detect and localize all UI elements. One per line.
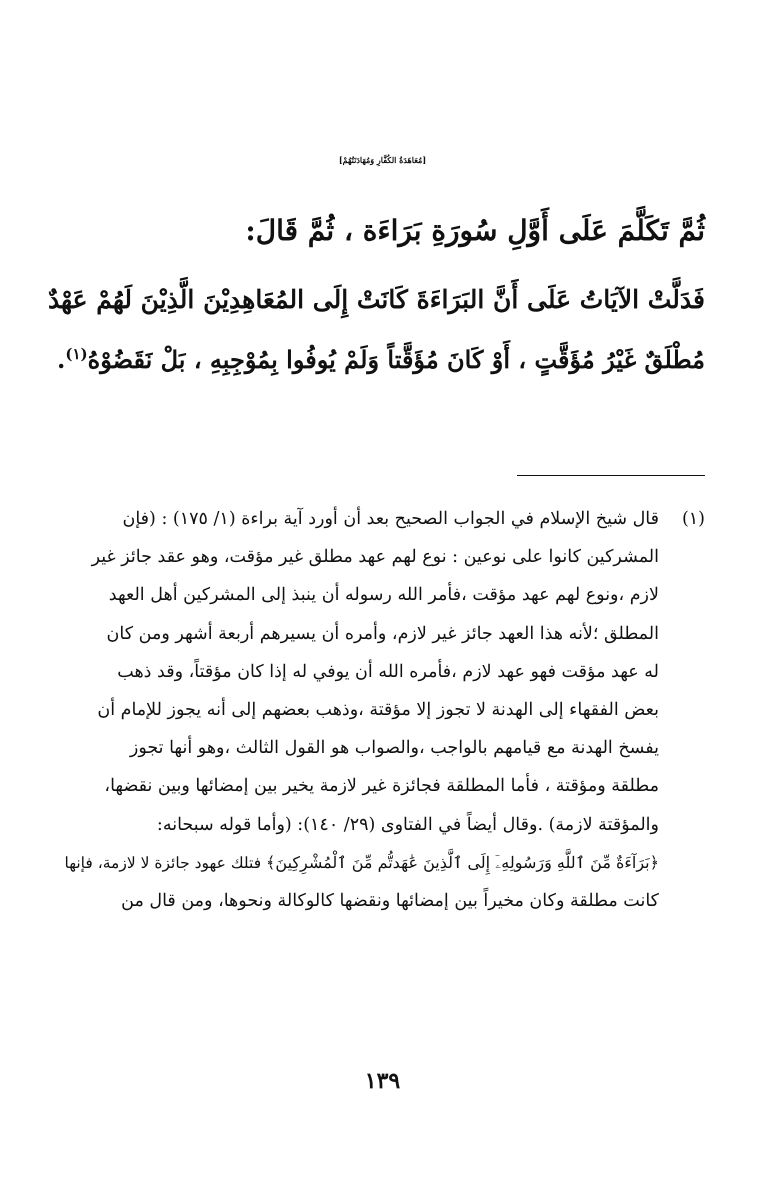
footnote-separator [517, 475, 705, 476]
footnote-line: المشركين كانوا على نوعين : نوع لهم عهد مطلق غير مؤقت، وهو عقد جائز غير [91, 547, 659, 568]
footnote-line: بعض الفقهاء إلى الهدنة لا تجوز إلا مؤقتة ،وذهب بعضهم إلى أنه يجوز للإمام أن [97, 700, 659, 721]
footnote-quran-line [59, 844, 659, 882]
footnote-line: قال شيخ الإسلام في الجواب الصحيح بعد أن أورد آية براءة (١/ ١٧٥) : (فإن [122, 509, 659, 529]
main-paragraph-end: . [57, 345, 66, 374]
intro-line: ثُمَّ تَكَلَّمَ عَلَى أَوَّلِ سُورَةِ بَرَاءَة ، ثُمَّ قَالَ: [245, 214, 705, 247]
footnote-body [59, 500, 659, 920]
footnote-line: المطلق ؛لأنه هذا العهد جائز غير لازم، وأمره أن يسيرهم أربعة أشهر ومن كان [106, 623, 659, 644]
footnote-line: له عهد مؤقت فهو عهد لازم ،فأمره الله أن يوفي له إذا كان مؤقتاً، وقد ذهب [117, 661, 659, 682]
page-number: ١٣٩ [364, 1068, 401, 1094]
footnote-line: والمؤقتة لازمة) .وقال أيضاً في الفتاوى (٢٩/ ١٤٠): (وأما قوله سبحانه: [156, 814, 659, 835]
main-paragraph [45, 270, 705, 390]
footnote-line: يفسخ الهدنة مع قيامهم بالواجب ،والصواب هو القول الثالث ،وهو أنها تجوز [129, 738, 659, 759]
footnote-line: لازم ،ونوع لهم عهد مؤقت ،فأمر الله رسوله أن ينبذ إلى المشركين أهل العهد [108, 585, 659, 606]
footnote-line-text: فتلك عهود جائزة لا لازمة، فإنها [64, 853, 262, 872]
footnote-line: مطلقة ومؤقتة ، فأما المطلقة فجائزة غير لازمة يخير بين إمضائها وبين نقضها، [104, 776, 659, 797]
main-paragraph-line-2-text: مُطْلَقٌ غَيْرُ مُؤَقَّتٍ ، أَوْ كَانَ مُؤَقَّتاً وَلَمْ يُوفُوا بِمُوْجِبِهِ ، بَلْ نَقَضُوْهُ [87, 345, 705, 374]
quran-verse: ﴿بَرَآءَةٌ مِّنَ ٱللَّهِ وَرَسُولِهِۦٓ إِلَى ٱلَّذِينَ عَٰهَدتُّم مِّنَ ٱلْمُشْرِكِينَ﴾ [266, 852, 659, 872]
section-heading: [مُعَاهَدَةُ الكُفَّارِ وَمُهَادَنَتُهُمْ] [338, 155, 427, 165]
footnote [59, 500, 705, 920]
footnote-reference[interactable]: (١) [65, 345, 88, 363]
footnote-line: كانت مطلقة وكان مخيراً بين إمضائها ونقضها كالوكالة ونحوها، ومن قال من [121, 891, 659, 912]
main-paragraph-line-2 [45, 330, 705, 390]
footnote-number: (١) [681, 509, 705, 529]
main-paragraph-line-1: فَدَلَّتْ الآيَاتُ عَلَى أَنَّ البَرَاءَةَ كَانَتْ إِلَى المُعَاهِدِيْنَ الَّذِيْنَ لَهُمْ عَهْدٌ [47, 285, 705, 314]
